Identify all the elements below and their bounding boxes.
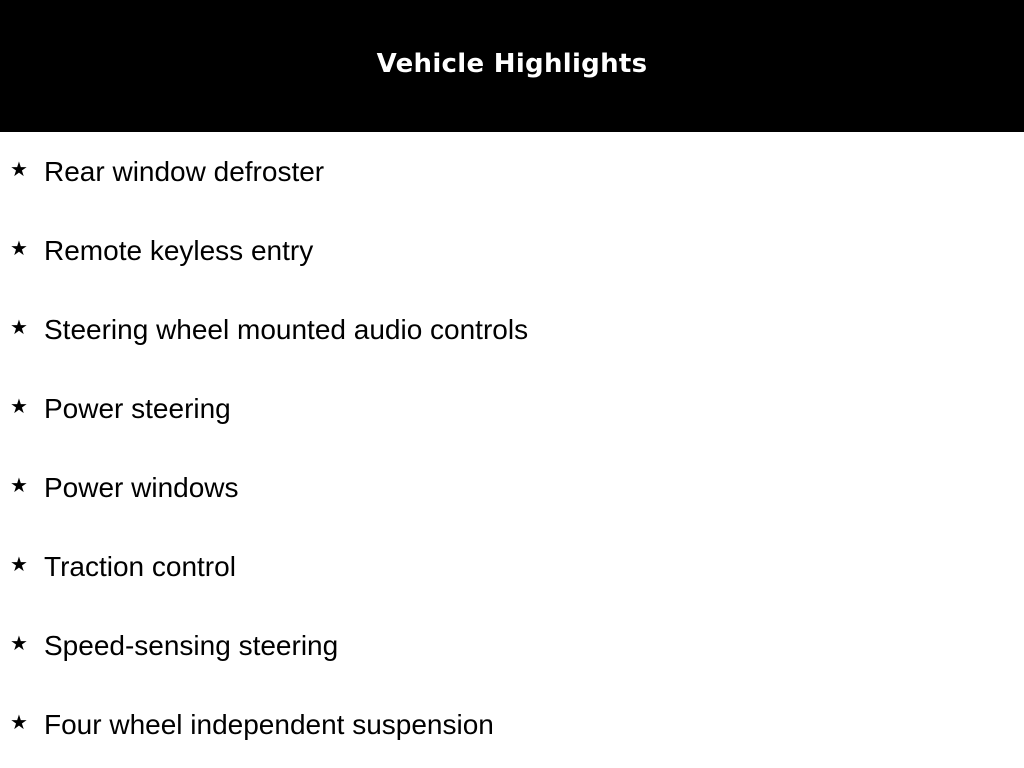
page-title: Vehicle Highlights — [376, 49, 648, 79]
star-icon: ★ — [10, 710, 28, 734]
star-icon: ★ — [10, 631, 28, 655]
header-bar — [0, 0, 1024, 132]
highlight-label: Steering wheel mounted audio controls — [44, 314, 529, 345]
star-icon: ★ — [10, 236, 28, 260]
highlight-label: Four wheel independent suspension — [44, 709, 494, 740]
star-icon: ★ — [10, 394, 28, 418]
highlight-label: Speed-sensing steering — [44, 630, 339, 661]
star-icon: ★ — [10, 473, 28, 497]
star-icon: ★ — [10, 315, 28, 339]
highlight-label: Rear window defroster — [44, 156, 325, 187]
highlight-label: Traction control — [44, 551, 236, 582]
star-icon: ★ — [10, 157, 28, 181]
highlight-label: Remote keyless entry — [44, 235, 314, 266]
highlight-label: Power windows — [44, 472, 239, 503]
star-icon: ★ — [10, 552, 28, 576]
highlight-label: Power steering — [44, 393, 231, 424]
